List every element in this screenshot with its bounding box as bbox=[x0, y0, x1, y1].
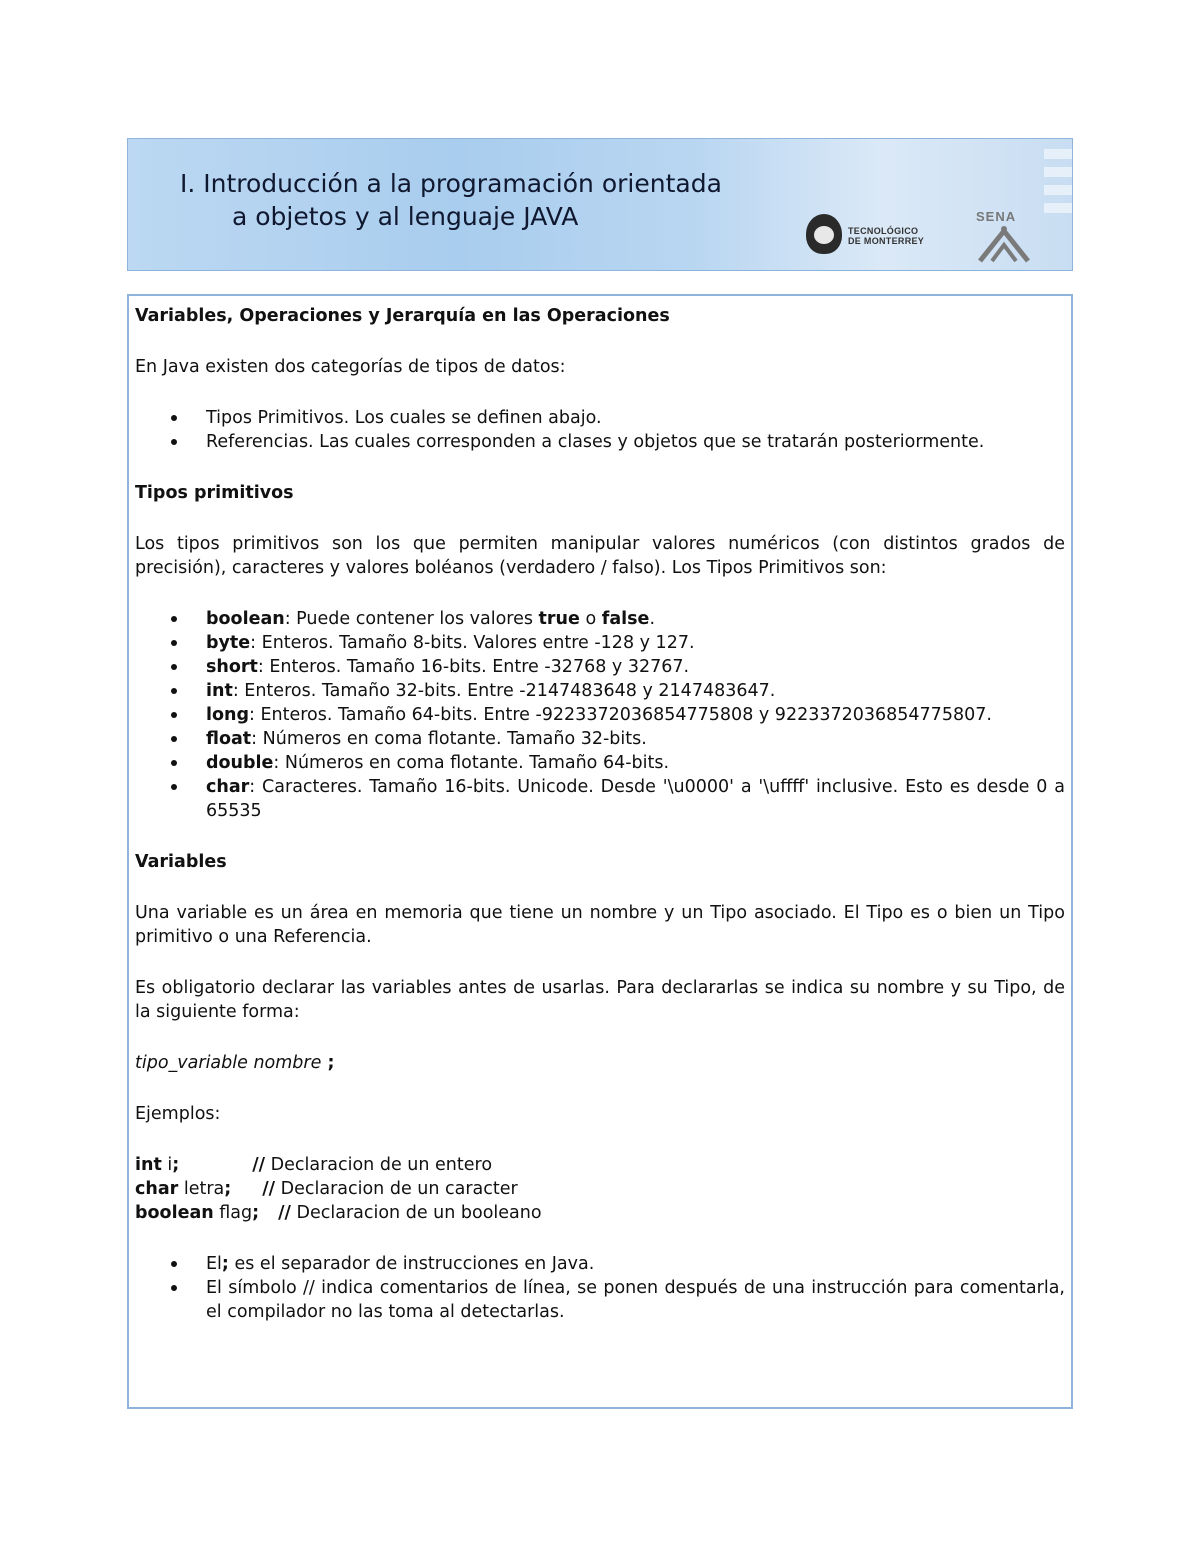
list-item: Referencias. Las cuales corresponden a clases y objetos que se tratarán posteriormente. bbox=[135, 430, 1065, 454]
list-item: int: Enteros. Tamaño 32-bits. Entre -2147483648 y 2147483647. bbox=[135, 679, 1065, 703]
sena-logo: SENA bbox=[974, 209, 1036, 263]
types-list bbox=[135, 607, 1065, 823]
notes-list bbox=[135, 1252, 1065, 1324]
code-line: int i; // Declaracion de un entero bbox=[135, 1155, 493, 1175]
heading-primitivos: Tipos primitivos bbox=[135, 483, 294, 503]
code-line: boolean flag; // Declaracion de un booleano bbox=[135, 1203, 542, 1223]
list-item: double: Números en coma flotante. Tamaño 64-bits. bbox=[135, 751, 1065, 775]
decorative-stripes bbox=[1044, 149, 1072, 219]
code-line: char letra; // Declaracion de un caracter bbox=[135, 1179, 518, 1199]
list-item: long: Enteros. Tamaño 64-bits. Entre -9223372036854775808 y 9223372036854775807. bbox=[135, 703, 1065, 727]
list-item: Tipos Primitivos. Los cuales se definen abajo. bbox=[135, 406, 1065, 430]
variables-paragraph-2: Es obligatorio declarar las variables antes de usarlas. Para declararlas se indica su nombre y su Tipo, de la siguiente forma: bbox=[135, 978, 1065, 1022]
list-item: char: Caracteres. Tamaño 16-bits. Unicode. Desde '\u0000' a '\uffff' inclusive. Esto es desde 0 a 65535 bbox=[135, 775, 1065, 823]
intro-text: En Java existen dos categorías de tipos de datos: bbox=[135, 357, 566, 377]
header-banner bbox=[127, 138, 1073, 271]
sena-emblem-icon bbox=[974, 209, 1036, 263]
list-item: El; es el separador de instrucciones en Java. bbox=[135, 1252, 1065, 1276]
heading-variables: Variables bbox=[135, 852, 227, 872]
examples-label: Ejemplos: bbox=[135, 1104, 221, 1124]
tec-seal-icon bbox=[806, 214, 842, 254]
code-examples bbox=[135, 1153, 1065, 1225]
document-title: I. Introducción a la programación orientada a objetos y al lenguaje JAVA bbox=[180, 169, 722, 231]
tec-monterrey-logo: TECNOLÓGICO DE MONTERREY bbox=[806, 212, 956, 256]
variables-paragraph-1: Una variable es un área en memoria que tiene un nombre y un Tipo asociado. El Tipo es o bien un Tipo primitivo o una Referencia. bbox=[135, 903, 1065, 947]
categories-list bbox=[135, 406, 1065, 454]
syntax-line: tipo_variable nombre ; bbox=[135, 1053, 335, 1073]
primitivos-text: Los tipos primitivos son los que permiten manipular valores numéricos (con distintos grados de precisión), caracteres y valores boléanos (verdadero / falso). Los Tipos Primitivos son: bbox=[135, 534, 1065, 578]
document-body bbox=[135, 304, 1065, 1324]
list-item: float: Números en coma flotante. Tamaño 32-bits. bbox=[135, 727, 1065, 751]
heading-main: Variables, Operaciones y Jerarquía en las Operaciones bbox=[135, 306, 670, 326]
list-item: El símbolo // indica comentarios de línea, se ponen después de una instrucción para comentarla, el compilador no las toma al detectarlas. bbox=[135, 1276, 1065, 1324]
list-item: byte: Enteros. Tamaño 8-bits. Valores entre -128 y 127. bbox=[135, 631, 1065, 655]
list-item: short: Enteros. Tamaño 16-bits. Entre -32768 y 32767. bbox=[135, 655, 1065, 679]
list-item: boolean: Puede contener los valores true o false. bbox=[135, 607, 1065, 631]
